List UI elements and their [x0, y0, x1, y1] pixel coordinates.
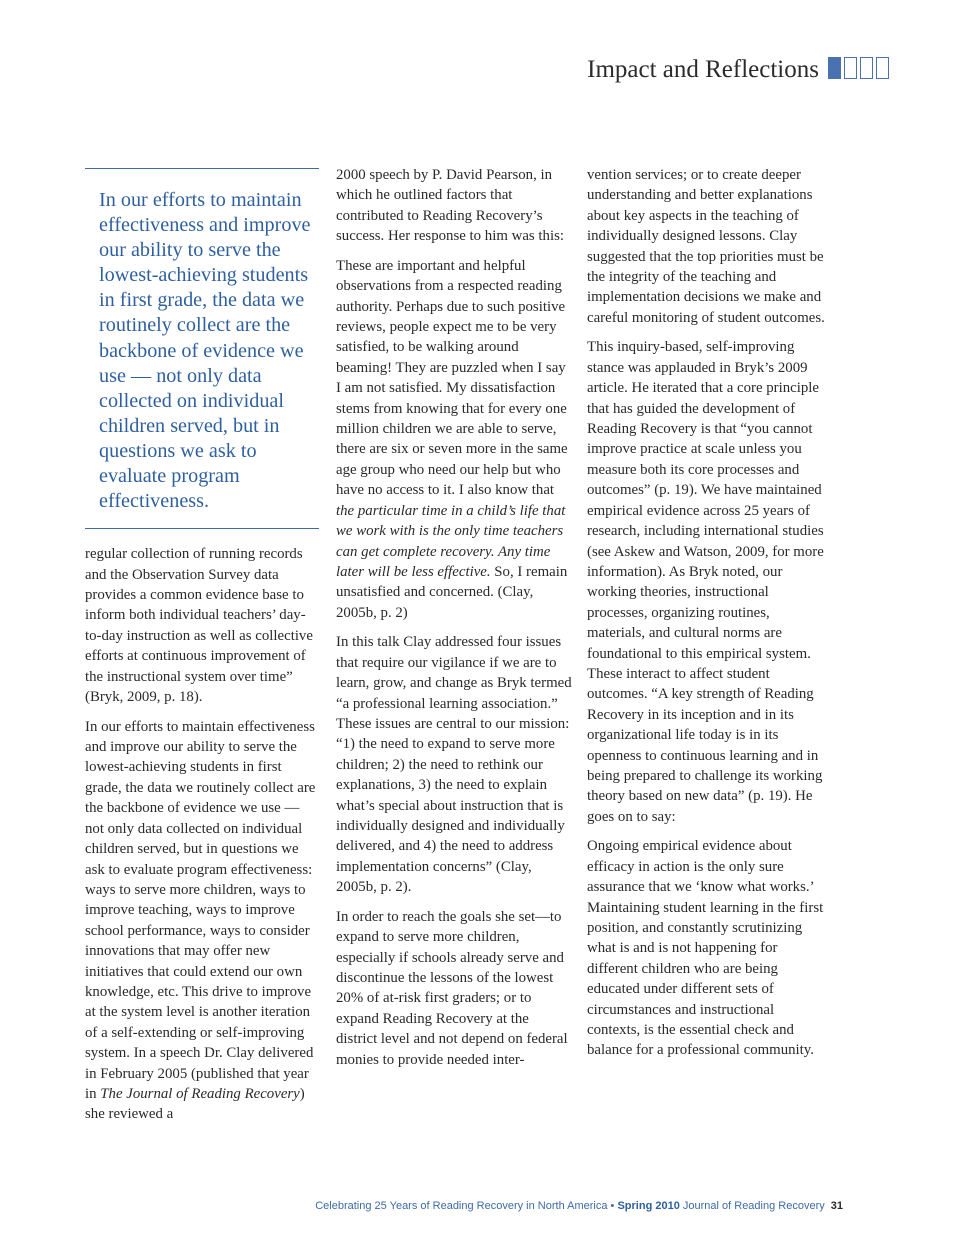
block-quote: Ongoing empirical evidence about efficacy in action is the only sure assurance that we ‘know what works.’ Maintaining student learning in the first position, and constantly scrutinizing what is and is not happening for different children who are being educated under different sets of circumstances and instructional contexts, is the essential check and balance for a professional community. — [587, 838, 824, 1059]
page-number: 31 — [830, 1200, 843, 1212]
column-2 — [336, 165, 572, 1079]
paragraph: In our efforts to maintain effectiveness and improve our ability to serve the lowest-achieving students in first grade, the data we routinely collect are the backbone of evidence we use — not only data collected on individual children served, but in questions we ask to evaluate program effectiveness: ways to serve more children, ways to improve teaching, ways to improve school performance, ways to consider innovations that may offer new initiatives that could extend our own knowledge, etc. This drive to improve at the system level is another iteration of a self-extending or self-improving system. In a speech Dr. Clay delivered in February 2005 (published that year in The Journal of Reading Recovery) she reviewed a — [85, 718, 316, 1123]
issue-season: Spring 2010 — [617, 1200, 680, 1212]
paragraph: In this talk Clay addressed four issues that require our vigilance if we are to learn, grow, and change as Bryk termed “a professional learning association.” These issues are central to our mission: “1) the need to expand to serve more children; 2) the need to rethink our explanations, 3) the need to explain what’s special about instruction that is individually designed and individually delivered, and 4) the need to address implementation concerns” (Clay, 2005b, p. 2). — [336, 634, 572, 896]
column-3 — [587, 165, 825, 1070]
header-box — [844, 57, 857, 79]
header-box-filled — [828, 57, 841, 79]
header-box — [860, 57, 873, 79]
paragraph: In order to reach the goals she set—to expand to serve more children, especially if schools already serve and discontinue the lessons of the lowest 20% of at-risk first graders; or to expand Reading Recovery at the district level and not depend on federal monies to provide needed inter- — [336, 908, 568, 1068]
column-1 — [85, 158, 321, 1134]
paragraph: 2000 speech by P. David Pearson, in which he outlined factors that contributed to Reading Recovery’s success. Her response to him was this: — [336, 167, 564, 245]
paragraph: This inquiry-based, self-improving stance was applauded in Bryk’s 2009 article. He iterated that a core principle that has guided the development of Reading Recovery is that “you cannot improve practice at scale unless you measure both its core processes and outcomes” (p. 19). We have maintained empirical evidence across 25 years of research, including international studies (see Askew and Watson, 2009, for more information). As Bryk noted, our working theories, instructional processes, organizing routines, materials, and cultural norms are foundational to this empirical system. These interact to affect student outcomes. “A key strength of Reading Recovery in its inception and in its organizational life today is in its openness to continuous learning and in being prepared to challenge its working theory based on new data” (p. 19). He goes on to say: — [587, 339, 824, 825]
quote-emphasis: the particular time in a child’s life that we work with is the only time teachers can get complete recovery. Any time later will be less effective. — [336, 502, 566, 580]
block-quote: These are important and helpful observations from a respected reading authority. Perhaps due to such positive reviews, people expect me to be very satisfied, to be walking around beaming! They are puzzled when I say I am not satisfied. My dissatisfaction stems from knowing that for every one million children we are able to serve, there are six or seven more in the same age group who need our help but who have no access to it. I also know that the particular time in a child’s life that we work with is the only time teachers can get complete recovery. Any time later will be less effective. So, I remain unsatisfied and concerned. (Clay, 2005b, p. 2) — [336, 257, 568, 621]
section-title: Impact and Reflections — [587, 56, 819, 83]
page-footer: Celebrating 25 Years of Reading Recovery in North America • Spring 2010 Journal of Reading Recovery 31 — [315, 1200, 843, 1212]
paragraph: regular collection of running records and the Observation Survey data provides a common evidence base to inform both individual teachers’ day-to-day instruction as well as collective efforts at continuous improvement of the instructional system over time” (Bryk, 2009, p. 18). — [85, 546, 313, 706]
header-decoration-boxes — [828, 57, 889, 79]
journal-title: The Journal of Reading Recovery — [100, 1085, 300, 1102]
pull-quote: In our efforts to maintain effectiveness and improve our ability to serve the lowest-achieving students in first grade, the data we routinely collect are the backbone of evidence we use — not only data collected on individual children served, but in questions we ask to evaluate program effectiveness. — [85, 168, 319, 529]
header-box — [876, 57, 889, 79]
paragraph: vention services; or to create deeper understanding and better explanations about key aspects in the teaching of individually designed lessons. Clay suggested that the top priorities must be the integrity of the teaching and implementation decisions we make and careful monitoring of student outcomes. — [587, 167, 825, 326]
